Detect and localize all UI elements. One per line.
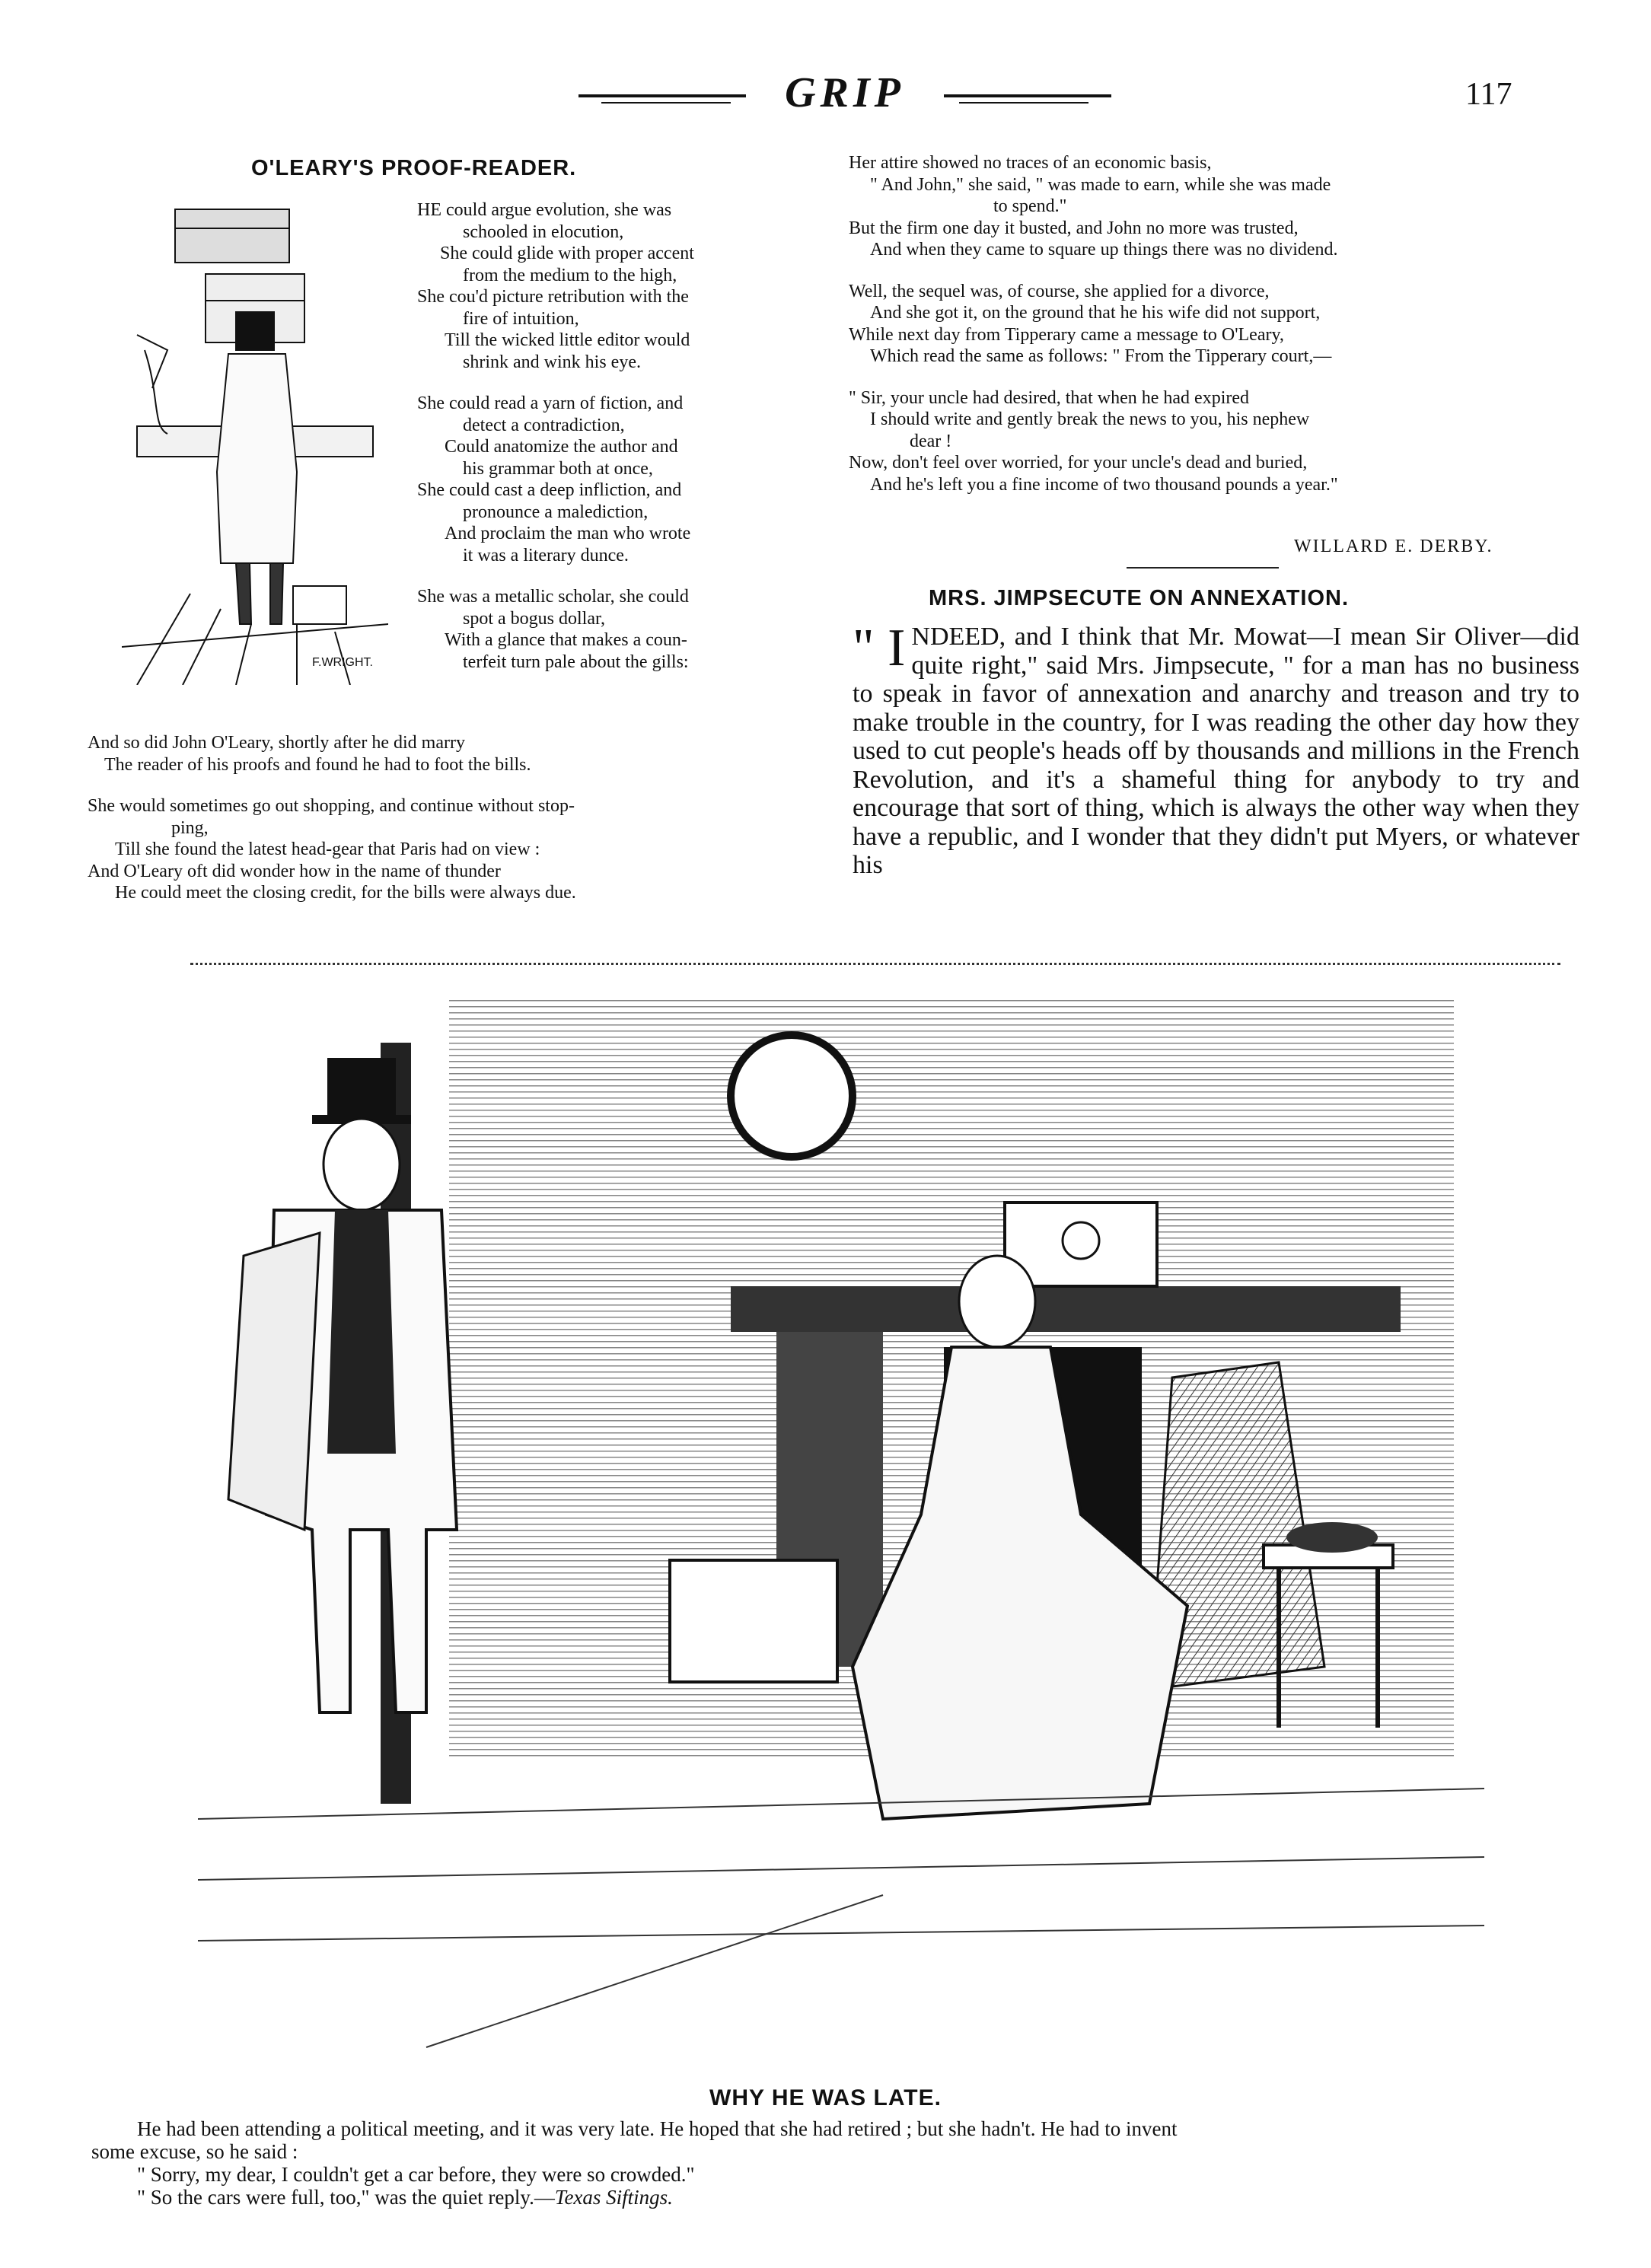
poem-line: And he's left you a fine income of two thousand pounds a year." [870,474,1338,495]
stanza-5 [849,152,1579,261]
poem-line: Well, the sequel was, of course, she applied for a divorce, [849,281,1270,301]
poem-line: " And John," she said, " was made to earn, while she was made [870,174,1331,195]
jimpsecute-title: MRS. JIMPSECUTE ON ANNEXATION. [929,586,1350,610]
masthead-rule-right-thin [959,102,1088,104]
poem-line: She was a metallic scholar, she could [417,587,689,607]
jimpsecute-text [853,619,1579,880]
masthead-rule-left [578,94,746,97]
poem-line: detect a contradiction, [463,415,625,435]
caption-line: He had been attending a political meeting, and it was very late. He hoped that she had retired ; but she hadn't. He had to invent [137,2117,1178,2140]
page-number: 117 [1465,77,1512,112]
cartoon-caption [91,2117,1553,2209]
page-divider [190,963,1560,965]
stanza-1 [417,199,813,373]
caption-line: some excuse, so he said : [91,2140,298,2163]
poem-line: from the medium to the high, [463,265,677,285]
caption-line: " Sorry, my dear, I couldn't get a car before, they were so crowded." [137,2163,695,2186]
poem-line: With a glance that makes a coun- [445,630,687,650]
stanza-7 [849,387,1579,496]
poem-line: it was a literary dunce. [463,545,629,565]
poem-line: pronounce a malediction, [463,502,649,522]
poem-line: HE could argue evolution, she was [417,200,672,220]
poem-line: She could glide with proper accent [440,244,694,263]
stanza-3-bottom [88,732,818,776]
poem-line: Till she found the latest head-gear that Paris had on view : [115,839,540,859]
poem-line: shrink and wink his eye. [463,352,641,372]
oleary-stanzas-full-width [88,732,818,904]
poem-line: Till the wicked little editor would [445,330,690,350]
jimpsecute-body: NDEED, and I think that Mr. Mowat—I mean Sir Oliver—did quite right," said Mrs. Jimpsecute, " for a man has no business to speak in favor of annexation and anarchy and treason and try to make trouble in the country, for I was reading the other day how they used to cut people's heads off by thousands and millions in the French Revolution, and it's a shameful thing for anybody to try and encourage that sort of thing, which is always the other way when they have a republic, and I wonder that they didn't put Myers, or whatever his [853,623,1579,879]
poem-author: WILLARD E. DERBY. [1294,537,1493,556]
oleary-stanzas-right-of-inset [417,199,813,673]
poem-line: Her attire showed no traces of an economic basis, [849,153,1212,173]
poem-line: Could anatomize the author and [445,437,678,457]
cartoon-title: WHY HE WAS LATE. [709,2085,942,2110]
oleary-poem-continued [849,152,1579,495]
masthead-title: GRIP [785,69,905,116]
poem-line: And so did John O'Leary, shortly after he did marry [88,733,465,753]
poem-line: spot a bogus dollar, [463,608,606,629]
cartoon-illustration [198,982,1484,2063]
drop-cap: " I [853,619,906,677]
poem-line: She cou'd picture retribution with the [417,287,689,307]
illustration-signature: F.WRIGHT. [312,656,373,669]
poem-line: And when they came to square up things there was no dividend. [870,240,1338,260]
caption-line: " So the cars were full, too," was the quiet reply.— [137,2186,555,2209]
masthead-rule-right [944,94,1111,97]
poem-line: Which read the same as follows: " From the Tipperary court,— [870,346,1332,366]
poem-line: his grammar both at once, [463,458,653,479]
poem-line: And O'Leary oft did wonder how in the name of thunder [88,861,501,881]
stanza-2 [417,393,813,566]
poem-line: dear ! [910,431,952,451]
masthead-rule-left-thin [601,102,731,104]
oleary-title: O'LEARY'S PROOF-READER. [251,156,577,180]
stanza-6 [849,281,1579,368]
poem-line: And proclaim the man who wrote [445,524,691,543]
poem-line: fire of intuition, [463,308,579,329]
poem-line: I should write and gently break the news to you, his nephew [870,409,1310,429]
stanza-3-top [417,586,813,673]
poem-line: She would sometimes go out shopping, and continue without stop- [88,796,575,816]
poem-line: The reader of his proofs and found he had to foot the bills. [104,754,531,775]
masthead [578,68,1111,122]
poem-line: While next day from Tipperary came a message to O'Leary, [849,324,1284,345]
poem-line: to spend." [993,196,1067,216]
poem-line: Now, don't feel over worried, for your uncle's dead and buried, [849,453,1308,473]
proofreader-illustration [122,198,388,685]
poem-line: ping, [171,817,209,838]
stanza-4 [88,795,818,904]
poem-line: " Sir, your uncle had desired, that when he had expired [849,387,1250,408]
section-divider [1127,567,1279,569]
poem-line: schooled in elocution, [463,221,624,242]
poem-line: She could cast a deep infliction, and [417,480,682,500]
poem-line: He could meet the closing credit, for the bills were always due. [115,883,576,903]
poem-line: She could read a yarn of fiction, and [417,393,684,413]
poem-line: terfeit turn pale about the gills: [463,651,689,672]
poem-line: But the firm one day it busted, and John no more was trusted, [849,218,1299,238]
poem-line: And she got it, on the ground that he his wife did not support, [870,303,1321,323]
caption-source: Texas Siftings. [554,2186,673,2209]
